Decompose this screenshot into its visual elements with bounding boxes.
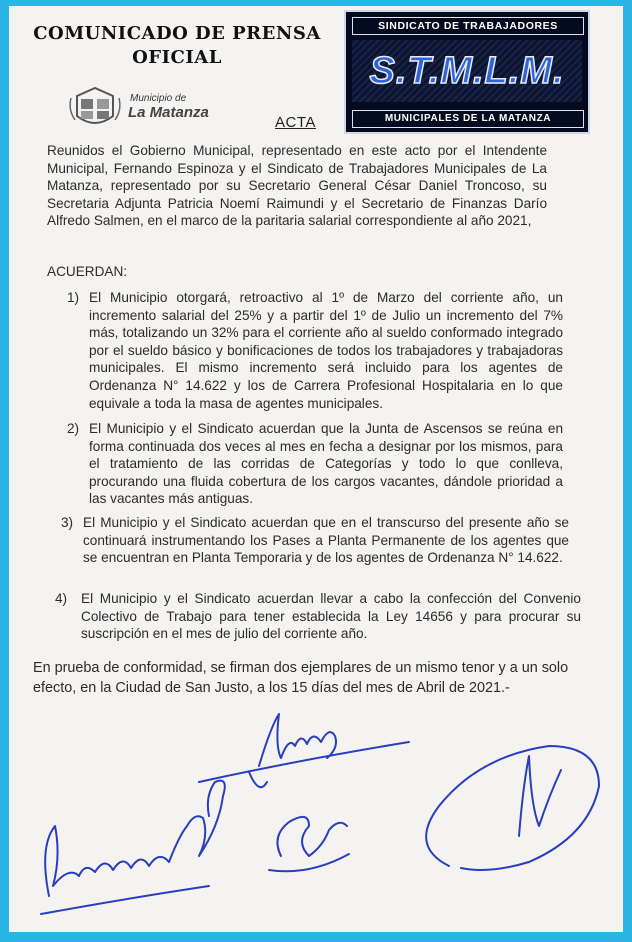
item-number: 1) — [67, 290, 80, 305]
signature-2-stroke — [199, 742, 409, 782]
signature-2 — [259, 714, 336, 766]
signatures-area — [9, 686, 623, 932]
signature-4 — [426, 746, 599, 870]
union-logo-acronym: S.T.M.L.M. — [352, 40, 582, 102]
municipality-crest-icon — [69, 86, 121, 130]
item-number: 3) — [61, 515, 74, 530]
signature-2-tail — [249, 772, 267, 787]
title-line-1: COMUNICADO DE PRENSA — [33, 23, 321, 44]
item-text: El Municipio otorgará, retroactivo al 1º de Marzo del corriente año, un incremento salarial del 25% y a partir del 1º de Julio un incremento del 7% más, totalizando un 32% para el corriente año al sueldo conformado integrado por el sueldo básico y bonificaciones de todos los trabajadores y trabajadoras municipales. El mismo incremento será incluido para los agentes de Ordenanza N° 14.622 y los de Carrera Profesional Hospitalaria en lo que equivale a toda la masa de agentes municipales. — [89, 290, 563, 411]
municipality-label-small: Municipio de — [130, 93, 187, 104]
item-text: El Municipio y el Sindicato acuerdan que la Junta de Ascensos se reúna en forma continuada dos veces al mes en fecha a designar por los mismos, para el tratamiento de las corridas de Categorías y todo lo que conlleva, procurando una fluida cobertura de los cargos vacantes, dándole prioridad a las vacantes más antiguas. — [89, 421, 563, 507]
signature-3 — [277, 817, 347, 856]
union-logo-top-text: SINDICATO DE TRABAJADORES — [352, 17, 584, 35]
document-page — [9, 6, 623, 932]
item-text: El Municipio y el Sindicato acuerdan llevar a cabo la confección del Convenio Colectivo de Trabajo para tener establecida la Ley 14656 y para procurar su suscripción en el mes de julio del corriente año. — [81, 591, 581, 642]
item-text: El Municipio y el Sindicato acuerdan que en el transcurso del presente año se continuará instrumentando los Pases a Planta Permanente de los agentes que se encuentran en Planta Temporaria y de los agentes de Ordenanza N° 14.622. — [83, 515, 569, 566]
intro-paragraph: Reunidos el Gobierno Municipal, representado en este acto por el Intendente Municipal, Fernando Espinoza y el Sindicato de Trabajadores Municipales de La Matanza, representado por su Secretario General César Daniel Troncoso, su Secretaria Adjunta Patricia Noemí Raimundi y el Secretario de Finanzas Darío Alfredo Salmen, en el marco de la paritaria salarial correspondiente al año 2021, — [47, 143, 547, 229]
union-logo — [344, 10, 590, 134]
municipality-label-big: La Matanza — [128, 104, 209, 121]
item-number: 4) — [55, 591, 68, 606]
title-line-2: OFICIAL — [132, 47, 222, 68]
acta-heading: ACTA — [275, 114, 316, 131]
municipality-logo — [69, 86, 229, 130]
signature-4-mark — [519, 756, 561, 836]
signature-1 — [45, 781, 225, 896]
acuerdan-heading: ACUERDAN: — [47, 264, 128, 279]
union-logo-bottom-text: MUNICIPALES DE LA MATANZA — [352, 110, 584, 128]
item-number: 2) — [67, 421, 80, 436]
closing-paragraph: En prueba de conformidad, se firman dos ejemplares de un mismo tenor y a un solo efecto, en la Ciudad de San Justo, a los 15 días del mes de Abril de 2021.- — [33, 660, 569, 696]
signature-1-underline — [41, 886, 209, 914]
press-release-title — [17, 22, 337, 70]
